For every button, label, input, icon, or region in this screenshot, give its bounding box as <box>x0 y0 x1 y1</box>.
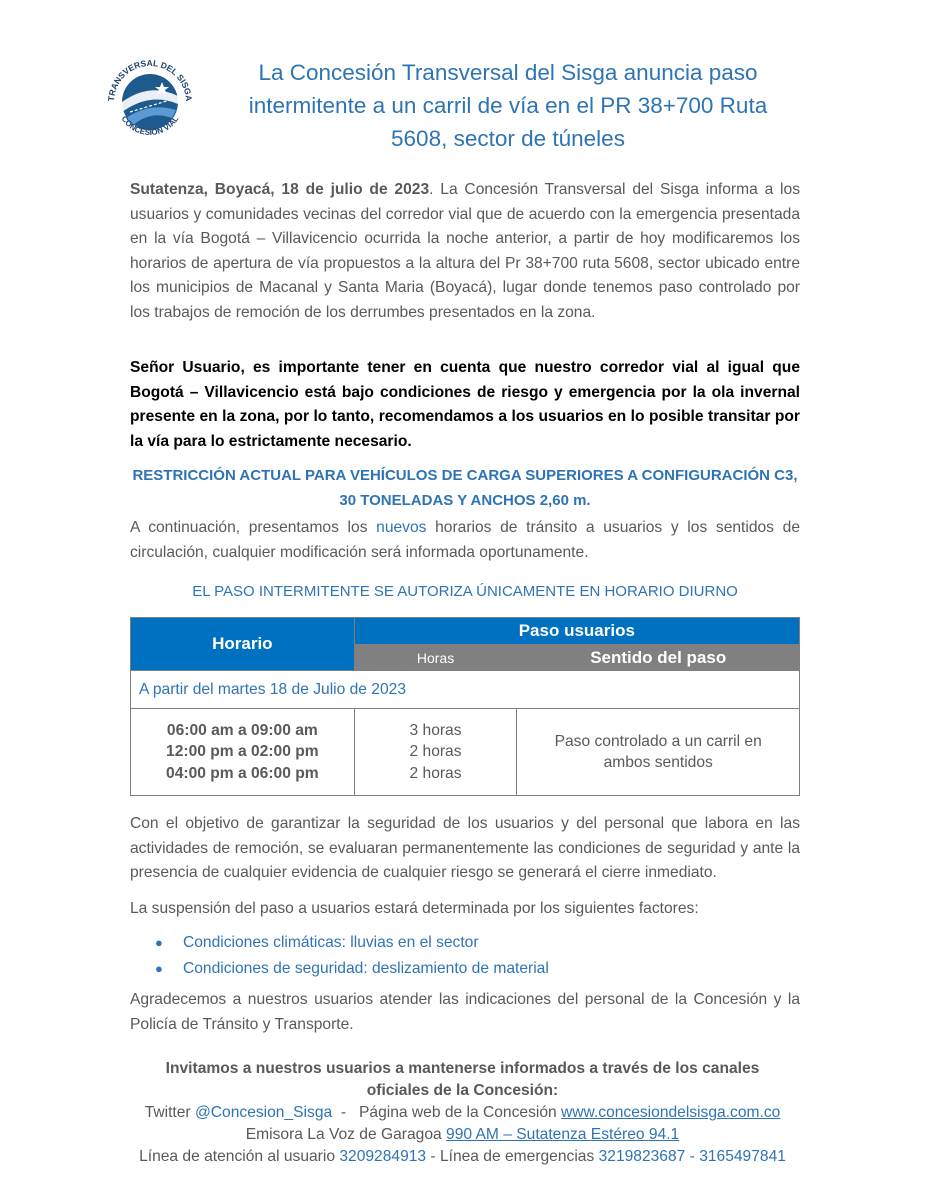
header-sentido: Sentido del paso <box>517 645 800 671</box>
date-row: A partir del martes 18 de Julio de 2023 <box>131 671 800 709</box>
schedule-table <box>130 617 800 796</box>
svg-text:CONCESIÓN VIAL: CONCESIÓN VIAL <box>119 114 181 138</box>
website-link[interactable]: www.concesiondelsisga.com.co <box>561 1104 781 1121</box>
intro-text: . La Concesión Transversal del Sisga informa a los usuarios y comunidades vecinas del corredor vial que de acuerdo con la emergencia presentada en la vía Bogotá – Villavicencio ocurrida la noche anterior, a partir de hoy modificaremos los horarios de apertura de vía propuestos a la altura del Pr 38+700 ruta 5608, sector ubicado entre los municipios de Macanal y Santa Maria (Boyacá), lugar donde tenemos paso controlado por los trabajos de remoción de los derrumbes presentados en la zona. <box>130 181 800 321</box>
hours-value: 2 horas <box>409 743 462 761</box>
bullet-icon: ● <box>155 935 163 950</box>
time-range: 12:00 pm a 02:00 pm <box>166 743 319 761</box>
sentido-cell <box>517 709 800 796</box>
radio-frequency-1: 990 AM <box>446 1126 499 1143</box>
list-item <box>155 956 549 982</box>
dateline: Sutatenza, Boyacá, 18 de julio de 2023 <box>130 181 430 198</box>
list-item <box>155 930 549 956</box>
invite-line-1: Invitamos a nuestros usuarios a mantenerse informados a través de los canales <box>165 1060 760 1077</box>
svg-text:TRANSVERSAL DEL SISGA: TRANSVERSAL DEL SISGA <box>105 57 195 102</box>
footer-social-line <box>110 1102 815 1124</box>
invite-line-2: oficiales de la Concesión: <box>366 1082 559 1099</box>
continuation-paragraph <box>130 516 800 565</box>
header-paso-usuarios: Paso usuarios <box>354 618 799 645</box>
service-phone[interactable]: 3209284913 <box>339 1148 427 1165</box>
hours-value: 3 horas <box>409 721 462 739</box>
thanks-paragraph: Agradecemos a nuestros usuarios atender las indicaciones del personal de la Concesión y la Policía de Tránsito y Transporte. <box>130 991 800 1033</box>
sentido-line: Paso controlado a un carril en <box>554 732 762 750</box>
safety-paragraph: Con el objetivo de garantizar la seguridad de los usuarios y del personal que labora en las actividades de remoción, se evaluaran permanentemente las condiciones de seguridad y ante la presencia de cualquier evidencia de cualquier riesgo se generará el cierre inmediato. <box>130 815 800 881</box>
time-range: 04:00 pm a 06:00 pm <box>166 764 319 782</box>
suspension-intro: La suspensión del paso a usuarios estará determinada por los siguientes factores: <box>130 900 699 917</box>
continuation-before: A continuación, presentamos los <box>130 519 377 536</box>
header-horario: Horario <box>131 618 355 671</box>
service-line-label: Línea de atención al usuario <box>139 1148 340 1165</box>
bullet-icon: ● <box>155 961 163 976</box>
time-range: 06:00 am a 09:00 am <box>166 721 318 739</box>
footer-radio-line <box>110 1124 815 1146</box>
restriction-line-2: 30 TONELADAS Y ANCHOS 2,60 m. <box>339 491 591 509</box>
warning-paragraph: Señor Usuario, es importante tener en cuenta que nuestro corredor vial al igual que Bogotá – Villavicencio está bajo condiciones de riesgo y emergencia por la ola invernal presente en la zona, por lo tanto, recomendamos a los usuarios en lo posible transitar por la vía para lo estrictamente necesario. <box>130 359 800 450</box>
emergency-label: - Línea de emergencias <box>426 1148 599 1165</box>
footer <box>110 1058 815 1168</box>
radio-separator: – Sutatenza Estéreo <box>498 1126 649 1143</box>
hours-cell <box>354 709 517 796</box>
footer-phone-line <box>110 1146 815 1168</box>
factor-text: Condiciones climáticas: lluvias en el sector <box>183 934 479 951</box>
page-title: La Concesión Transversal del Sisga anuncia paso intermitente a un carril de vía en el PR 38+700 Ruta 5608, sector de túneles <box>248 60 768 151</box>
emergency-phone-1[interactable]: 3219823687 <box>598 1148 686 1165</box>
radio-label: Emisora La Voz de Garagoa <box>245 1126 447 1143</box>
continuation-after: horarios de tránsito a usuarios y los sentidos de circulación, cualquier modificación será informada oportunamente. <box>130 519 800 561</box>
twitter-link[interactable]: @Concesion_Sisga <box>194 1104 333 1121</box>
header-horas: Horas <box>354 645 517 671</box>
web-label: - Página web de la Concesión <box>332 1104 562 1121</box>
emergency-phone-2[interactable]: 3165497841 <box>699 1148 786 1165</box>
factor-text: Condiciones de seguridad: deslizamiento de material <box>183 960 549 977</box>
emergency-separator: - <box>685 1148 700 1165</box>
radio-frequency-2: 94.1 <box>648 1126 680 1143</box>
restriction-notice <box>130 464 800 513</box>
concession-logo <box>100 52 200 152</box>
times-cell <box>131 709 355 796</box>
continuation-highlight: nuevos <box>376 519 427 536</box>
hours-value: 2 horas <box>409 764 462 782</box>
factors-list <box>155 930 549 982</box>
twitter-label: Twitter <box>144 1104 195 1121</box>
daytime-notice: EL PASO INTERMITENTE SE AUTORIZA ÚNICAMENTE EN HORARIO DIURNO <box>192 583 738 600</box>
intro-paragraph <box>130 178 800 325</box>
sentido-line: ambos sentidos <box>603 754 713 771</box>
restriction-line-1: RESTRICCIÓN ACTUAL PARA VEHÍCULOS DE CARGA SUPERIORES A CONFIGURACIÓN C3, <box>132 467 798 484</box>
